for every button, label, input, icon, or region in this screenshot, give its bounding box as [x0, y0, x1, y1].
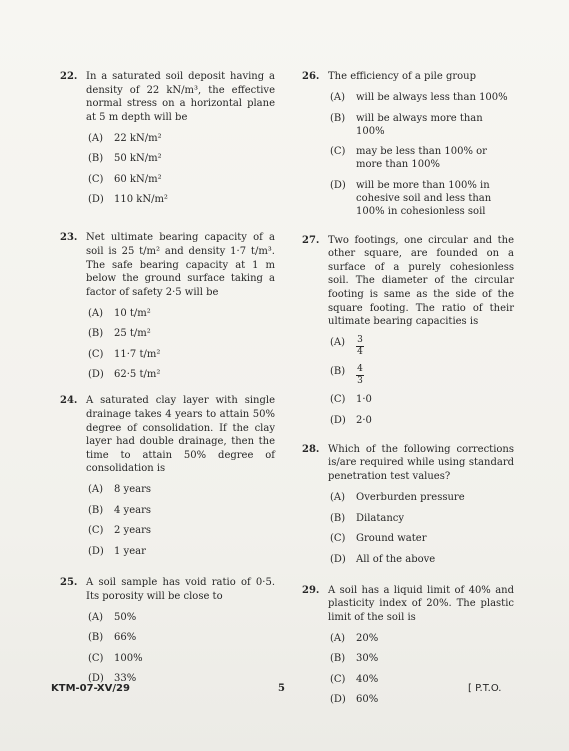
left-column: [60, 70, 275, 685]
option-text: 10 t/m²: [114, 307, 151, 319]
option-c: [330, 532, 514, 545]
option-label: (A): [330, 632, 346, 644]
question-text: In a saturated soil deposit having a density of 22 kN/m³, the effective normal stress on a horizontal plane at 5 m depth will be: [86, 71, 275, 123]
question-26: [302, 70, 514, 218]
option-label: (D): [88, 369, 104, 381]
option-label: (B): [88, 328, 104, 340]
question-text: Net ultimate bearing capacity of a soil is 25 t/m² and density 1·7 t/m³. The safe bearing capacity at 1 m below the ground surface taking a factor of safety 2·5 will be: [86, 232, 275, 298]
option-label: (D): [88, 673, 104, 685]
option-text: 8 years: [114, 484, 151, 496]
option-label: (C): [330, 533, 346, 545]
option-text: 25 t/m²: [114, 328, 151, 340]
option-d: [330, 693, 514, 706]
option-text: 2 years: [114, 525, 151, 537]
option-text: 22 kN/m²: [114, 132, 162, 144]
fraction-denominator: 3: [357, 375, 363, 386]
fraction-denominator: 4: [357, 347, 363, 358]
option-text: will be more than 100% in cohesive soil and less than 100% in cohesionless soil: [356, 179, 492, 217]
options-list: [330, 91, 514, 218]
options-list: [330, 632, 514, 707]
pto-label: [ P.T.O.: [468, 683, 502, 694]
option-text: 66%: [114, 632, 137, 644]
option-text: 110 kN/m²: [114, 194, 168, 206]
option-label: (D): [330, 553, 346, 565]
question-text: A saturated clay layer with single drainage takes 4 years to attain 50% degree of consolidation. If the clay layer had double drainage, then the time to attain 50% degree of consolidation is: [86, 395, 275, 475]
option-text: may be less than 100% or more than 100%: [356, 146, 487, 171]
option-text: 40%: [356, 673, 379, 685]
option-text: Overburden pressure: [356, 492, 465, 504]
option-text: 62·5 t/m²: [114, 369, 161, 381]
option-text: 30%: [356, 653, 379, 665]
option-text: will be always more than 100%: [356, 112, 483, 137]
option-c: [330, 393, 514, 406]
question-text: A soil sample has void ratio of 0·5. Its porosity will be close to: [86, 576, 275, 602]
question-24: [60, 394, 275, 558]
option-fraction: [356, 365, 514, 386]
option-text: 50%: [114, 611, 137, 623]
option-b: [330, 112, 514, 138]
option-label: (B): [330, 365, 346, 377]
question-number: 28.: [302, 443, 320, 455]
option-text: 11·7 t/m²: [114, 348, 161, 360]
option-text: 100%: [114, 652, 143, 664]
option-c: [88, 173, 275, 186]
option-b: [330, 512, 514, 525]
option-label: (C): [330, 673, 346, 685]
option-a: [330, 336, 514, 357]
fraction-numerator: 3: [357, 335, 363, 346]
option-label: (B): [88, 153, 104, 165]
question-28: [302, 443, 514, 566]
option-label: (D): [330, 694, 346, 706]
option-label: (A): [330, 492, 346, 504]
question-number: 27.: [302, 234, 320, 246]
option-label: (B): [88, 504, 104, 516]
question-text: Which of the following corrections is/are required while using standard penetration test values?: [328, 443, 514, 482]
option-label: (C): [330, 146, 346, 158]
option-label: (B): [330, 112, 346, 124]
option-label: (C): [88, 348, 104, 360]
option-label: (C): [88, 173, 104, 185]
option-d: [330, 553, 514, 566]
option-b: [330, 365, 514, 386]
option-text: Ground water: [356, 533, 427, 545]
option-text: Dilatancy: [356, 512, 405, 524]
option-label: (A): [88, 307, 104, 319]
option-a: [88, 611, 275, 624]
options-list: [88, 307, 275, 382]
option-b: [88, 152, 275, 165]
option-label: (C): [88, 525, 104, 537]
option-label: (D): [330, 179, 346, 191]
option-a: [88, 483, 275, 496]
fraction-numerator: 4: [357, 363, 363, 374]
options-list: [330, 491, 514, 566]
question-number: 26.: [302, 71, 320, 82]
option-text: 2·0: [356, 414, 372, 426]
option-label: (D): [88, 545, 104, 557]
option-d: [88, 545, 275, 558]
option-label: (A): [88, 484, 104, 496]
question-27: [302, 234, 514, 427]
option-label: (D): [88, 194, 104, 206]
option-a: [88, 307, 275, 320]
option-text: 20%: [356, 632, 379, 644]
option-text: will be always less than 100%: [356, 92, 508, 104]
option-label: (B): [88, 632, 104, 644]
options-list: [88, 483, 275, 558]
options-list: [330, 336, 514, 427]
option-text: 50 kN/m²: [114, 153, 162, 165]
option-label: (C): [88, 652, 104, 664]
options-list: [88, 611, 275, 686]
option-d: [330, 414, 514, 427]
option-label: (B): [330, 512, 346, 524]
question-number: 22.: [60, 71, 78, 82]
option-text: 60 kN/m²: [114, 173, 162, 185]
option-b: [88, 327, 275, 340]
option-text: 33%: [114, 673, 137, 685]
right-column: [302, 70, 514, 706]
option-text: All of the above: [356, 553, 436, 565]
option-c: [88, 652, 275, 665]
option-label: (A): [88, 611, 104, 623]
question-23: [60, 231, 275, 381]
question-25: [60, 576, 275, 685]
option-text: 4 years: [114, 504, 151, 516]
option-label: (D): [330, 414, 346, 426]
option-a: [330, 91, 514, 104]
option-a: [88, 132, 275, 145]
options-list: [88, 132, 275, 207]
option-b: [88, 504, 275, 517]
option-text: 1 year: [114, 545, 146, 557]
option-label: (B): [330, 653, 346, 665]
option-b: [88, 631, 275, 644]
page-number: 5: [278, 683, 285, 694]
question-22: [60, 70, 275, 206]
question-text: The efficiency of a pile group: [328, 71, 476, 82]
question-number: 25.: [60, 576, 78, 588]
option-a: [330, 491, 514, 504]
option-text: 1·0: [356, 394, 372, 406]
option-text: 60%: [356, 694, 379, 706]
option-b: [330, 652, 514, 665]
option-label: (A): [88, 132, 104, 144]
option-a: [330, 632, 514, 645]
option-c: [330, 145, 514, 171]
option-fraction: [356, 336, 514, 357]
question-text: A soil has a liquid limit of 40% and plasticity index of 20%. The plastic limit of the soil is: [328, 584, 514, 623]
option-d: [88, 368, 275, 381]
option-label: (A): [330, 92, 346, 104]
question-number: 24.: [60, 395, 78, 407]
question-number: 23.: [60, 232, 78, 244]
option-d: [88, 193, 275, 206]
question-number: 29.: [302, 584, 320, 596]
option-d: [330, 179, 514, 218]
option-c: [88, 524, 275, 537]
option-label: (A): [330, 337, 346, 349]
paper-code: KTM-07-XV/29: [51, 683, 130, 694]
question-text: Two footings, one circular and the other square, are founded on a surface of a purely cohesionless soil. The diameter of the circular footing is same as the side of the square footing. The ratio of their ultimate bearing capacities is: [328, 234, 514, 328]
option-c: [88, 348, 275, 361]
option-label: (C): [330, 394, 346, 406]
